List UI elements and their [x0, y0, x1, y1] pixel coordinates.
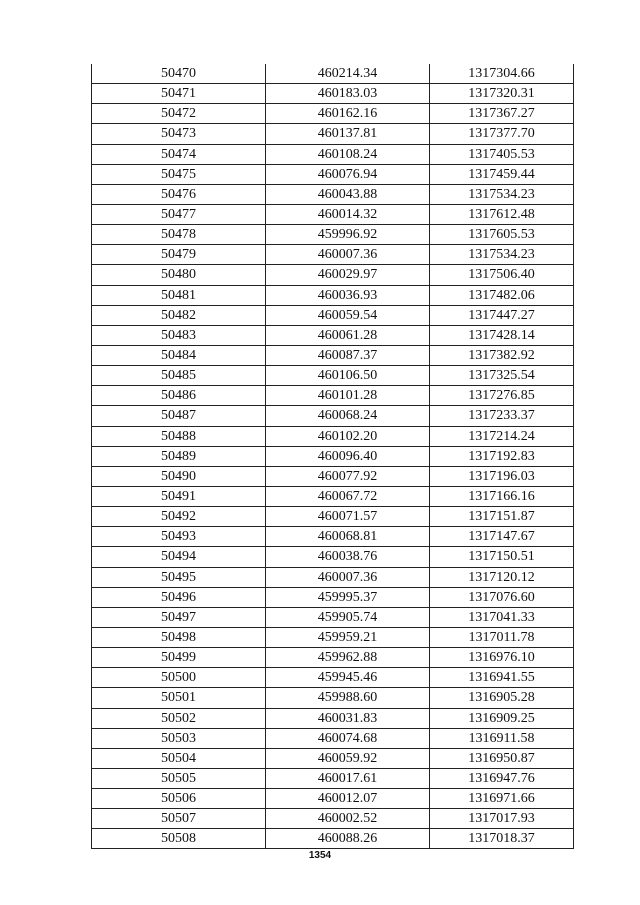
table-row — [92, 789, 574, 809]
coordinates-table — [91, 64, 574, 849]
x-coordinate-cell: 460036.93 — [266, 285, 430, 305]
y-coordinate-cell: 1317147.67 — [430, 527, 574, 547]
table-row — [92, 144, 574, 164]
table-row — [92, 547, 574, 567]
point-id-cell: 50504 — [92, 748, 266, 768]
table-row — [92, 668, 574, 688]
point-id-cell: 50476 — [92, 184, 266, 204]
table-row — [92, 225, 574, 245]
y-coordinate-cell: 1316909.25 — [430, 708, 574, 728]
point-id-cell: 50496 — [92, 587, 266, 607]
table-row — [92, 265, 574, 285]
point-id-cell: 50475 — [92, 164, 266, 184]
point-id-cell: 50507 — [92, 809, 266, 829]
point-id-cell: 50493 — [92, 527, 266, 547]
point-id-cell: 50497 — [92, 607, 266, 627]
x-coordinate-cell: 459988.60 — [266, 688, 430, 708]
x-coordinate-cell: 460102.20 — [266, 426, 430, 446]
point-id-cell: 50505 — [92, 768, 266, 788]
x-coordinate-cell: 460067.72 — [266, 486, 430, 506]
x-coordinate-cell: 460108.24 — [266, 144, 430, 164]
y-coordinate-cell: 1317017.93 — [430, 809, 574, 829]
y-coordinate-cell: 1317076.60 — [430, 587, 574, 607]
table-row — [92, 285, 574, 305]
y-coordinate-cell: 1317192.83 — [430, 446, 574, 466]
x-coordinate-cell: 459995.37 — [266, 587, 430, 607]
table-row — [92, 507, 574, 527]
y-coordinate-cell: 1317041.33 — [430, 607, 574, 627]
y-coordinate-cell: 1317233.37 — [430, 406, 574, 426]
x-coordinate-cell: 459996.92 — [266, 225, 430, 245]
x-coordinate-cell: 460029.97 — [266, 265, 430, 285]
y-coordinate-cell: 1316911.58 — [430, 728, 574, 748]
table-row — [92, 164, 574, 184]
y-coordinate-cell: 1317151.87 — [430, 507, 574, 527]
point-id-cell: 50488 — [92, 426, 266, 446]
y-coordinate-cell: 1317612.48 — [430, 204, 574, 224]
y-coordinate-cell: 1317534.23 — [430, 245, 574, 265]
y-coordinate-cell: 1317196.03 — [430, 466, 574, 486]
y-coordinate-cell: 1316971.66 — [430, 789, 574, 809]
x-coordinate-cell: 459945.46 — [266, 668, 430, 688]
y-coordinate-cell: 1317276.85 — [430, 386, 574, 406]
y-coordinate-cell: 1317011.78 — [430, 627, 574, 647]
point-id-cell: 50503 — [92, 728, 266, 748]
point-id-cell: 50491 — [92, 486, 266, 506]
point-id-cell: 50477 — [92, 204, 266, 224]
x-coordinate-cell: 460031.83 — [266, 708, 430, 728]
table-row — [92, 567, 574, 587]
table-row — [92, 64, 574, 84]
x-coordinate-cell: 460088.26 — [266, 829, 430, 849]
point-id-cell: 50480 — [92, 265, 266, 285]
point-id-cell: 50489 — [92, 446, 266, 466]
x-coordinate-cell: 460059.54 — [266, 305, 430, 325]
table-row — [92, 768, 574, 788]
point-id-cell: 50472 — [92, 104, 266, 124]
y-coordinate-cell: 1317325.54 — [430, 366, 574, 386]
table-row — [92, 325, 574, 345]
y-coordinate-cell: 1317447.27 — [430, 305, 574, 325]
table-row — [92, 245, 574, 265]
point-id-cell: 50484 — [92, 345, 266, 365]
y-coordinate-cell: 1317534.23 — [430, 184, 574, 204]
point-id-cell: 50508 — [92, 829, 266, 849]
point-id-cell: 50486 — [92, 386, 266, 406]
point-id-cell: 50502 — [92, 708, 266, 728]
x-coordinate-cell: 460002.52 — [266, 809, 430, 829]
y-coordinate-cell: 1317405.53 — [430, 144, 574, 164]
y-coordinate-cell: 1316905.28 — [430, 688, 574, 708]
x-coordinate-cell: 460101.28 — [266, 386, 430, 406]
x-coordinate-cell: 460007.36 — [266, 245, 430, 265]
point-id-cell: 50494 — [92, 547, 266, 567]
x-coordinate-cell: 460106.50 — [266, 366, 430, 386]
x-coordinate-cell: 460059.92 — [266, 748, 430, 768]
x-coordinate-cell: 460087.37 — [266, 345, 430, 365]
point-id-cell: 50471 — [92, 84, 266, 104]
table-row — [92, 305, 574, 325]
point-id-cell: 50506 — [92, 789, 266, 809]
y-coordinate-cell: 1317459.44 — [430, 164, 574, 184]
x-coordinate-cell: 459959.21 — [266, 627, 430, 647]
y-coordinate-cell: 1316976.10 — [430, 648, 574, 668]
table-row — [92, 607, 574, 627]
point-id-cell: 50481 — [92, 285, 266, 305]
x-coordinate-cell: 460076.94 — [266, 164, 430, 184]
y-coordinate-cell: 1317150.51 — [430, 547, 574, 567]
table-row — [92, 748, 574, 768]
x-coordinate-cell: 460071.57 — [266, 507, 430, 527]
point-id-cell: 50501 — [92, 688, 266, 708]
x-coordinate-cell: 460074.68 — [266, 728, 430, 748]
x-coordinate-cell: 460137.81 — [266, 124, 430, 144]
table-row — [92, 366, 574, 386]
table-row — [92, 648, 574, 668]
y-coordinate-cell: 1317506.40 — [430, 265, 574, 285]
y-coordinate-cell: 1317367.27 — [430, 104, 574, 124]
x-coordinate-cell: 459962.88 — [266, 648, 430, 668]
point-id-cell: 50500 — [92, 668, 266, 688]
y-coordinate-cell: 1317382.92 — [430, 345, 574, 365]
table-row — [92, 104, 574, 124]
table-row — [92, 708, 574, 728]
y-coordinate-cell: 1316947.76 — [430, 768, 574, 788]
page-number: 1354 — [308, 850, 332, 861]
x-coordinate-cell: 460043.88 — [266, 184, 430, 204]
point-id-cell: 50495 — [92, 567, 266, 587]
y-coordinate-cell: 1317605.53 — [430, 225, 574, 245]
x-coordinate-cell: 460183.03 — [266, 84, 430, 104]
table-row — [92, 84, 574, 104]
x-coordinate-cell: 460096.40 — [266, 446, 430, 466]
point-id-cell: 50470 — [92, 64, 266, 84]
y-coordinate-cell: 1317428.14 — [430, 325, 574, 345]
x-coordinate-cell: 460061.28 — [266, 325, 430, 345]
table-row — [92, 204, 574, 224]
table-row — [92, 184, 574, 204]
point-id-cell: 50479 — [92, 245, 266, 265]
table-row — [92, 728, 574, 748]
table-row — [92, 466, 574, 486]
table-row — [92, 587, 574, 607]
y-coordinate-cell: 1317018.37 — [430, 829, 574, 849]
y-coordinate-cell: 1317377.70 — [430, 124, 574, 144]
x-coordinate-cell: 460038.76 — [266, 547, 430, 567]
coordinates-table-body — [92, 64, 574, 849]
table-row — [92, 345, 574, 365]
x-coordinate-cell: 460077.92 — [266, 466, 430, 486]
y-coordinate-cell: 1317304.66 — [430, 64, 574, 84]
x-coordinate-cell: 460162.16 — [266, 104, 430, 124]
point-id-cell: 50485 — [92, 366, 266, 386]
table-row — [92, 446, 574, 466]
y-coordinate-cell: 1317214.24 — [430, 426, 574, 446]
table-row — [92, 627, 574, 647]
point-id-cell: 50492 — [92, 507, 266, 527]
x-coordinate-cell: 460012.07 — [266, 789, 430, 809]
y-coordinate-cell: 1316950.87 — [430, 748, 574, 768]
point-id-cell: 50473 — [92, 124, 266, 144]
x-coordinate-cell: 460007.36 — [266, 567, 430, 587]
table-row — [92, 426, 574, 446]
table-row — [92, 527, 574, 547]
point-id-cell: 50478 — [92, 225, 266, 245]
table-row — [92, 124, 574, 144]
x-coordinate-cell: 460017.61 — [266, 768, 430, 788]
x-coordinate-cell: 460214.34 — [266, 64, 430, 84]
x-coordinate-cell: 460068.24 — [266, 406, 430, 426]
table-row — [92, 809, 574, 829]
x-coordinate-cell: 459905.74 — [266, 607, 430, 627]
table-row — [92, 386, 574, 406]
y-coordinate-cell: 1317320.31 — [430, 84, 574, 104]
x-coordinate-cell: 460014.32 — [266, 204, 430, 224]
y-coordinate-cell: 1317482.06 — [430, 285, 574, 305]
x-coordinate-cell: 460068.81 — [266, 527, 430, 547]
point-id-cell: 50487 — [92, 406, 266, 426]
point-id-cell: 50490 — [92, 466, 266, 486]
y-coordinate-cell: 1317166.16 — [430, 486, 574, 506]
y-coordinate-cell: 1317120.12 — [430, 567, 574, 587]
point-id-cell: 50499 — [92, 648, 266, 668]
table-row — [92, 486, 574, 506]
y-coordinate-cell: 1316941.55 — [430, 668, 574, 688]
point-id-cell: 50498 — [92, 627, 266, 647]
table-row — [92, 829, 574, 849]
point-id-cell: 50482 — [92, 305, 266, 325]
table-row — [92, 406, 574, 426]
table-row — [92, 688, 574, 708]
point-id-cell: 50474 — [92, 144, 266, 164]
point-id-cell: 50483 — [92, 325, 266, 345]
